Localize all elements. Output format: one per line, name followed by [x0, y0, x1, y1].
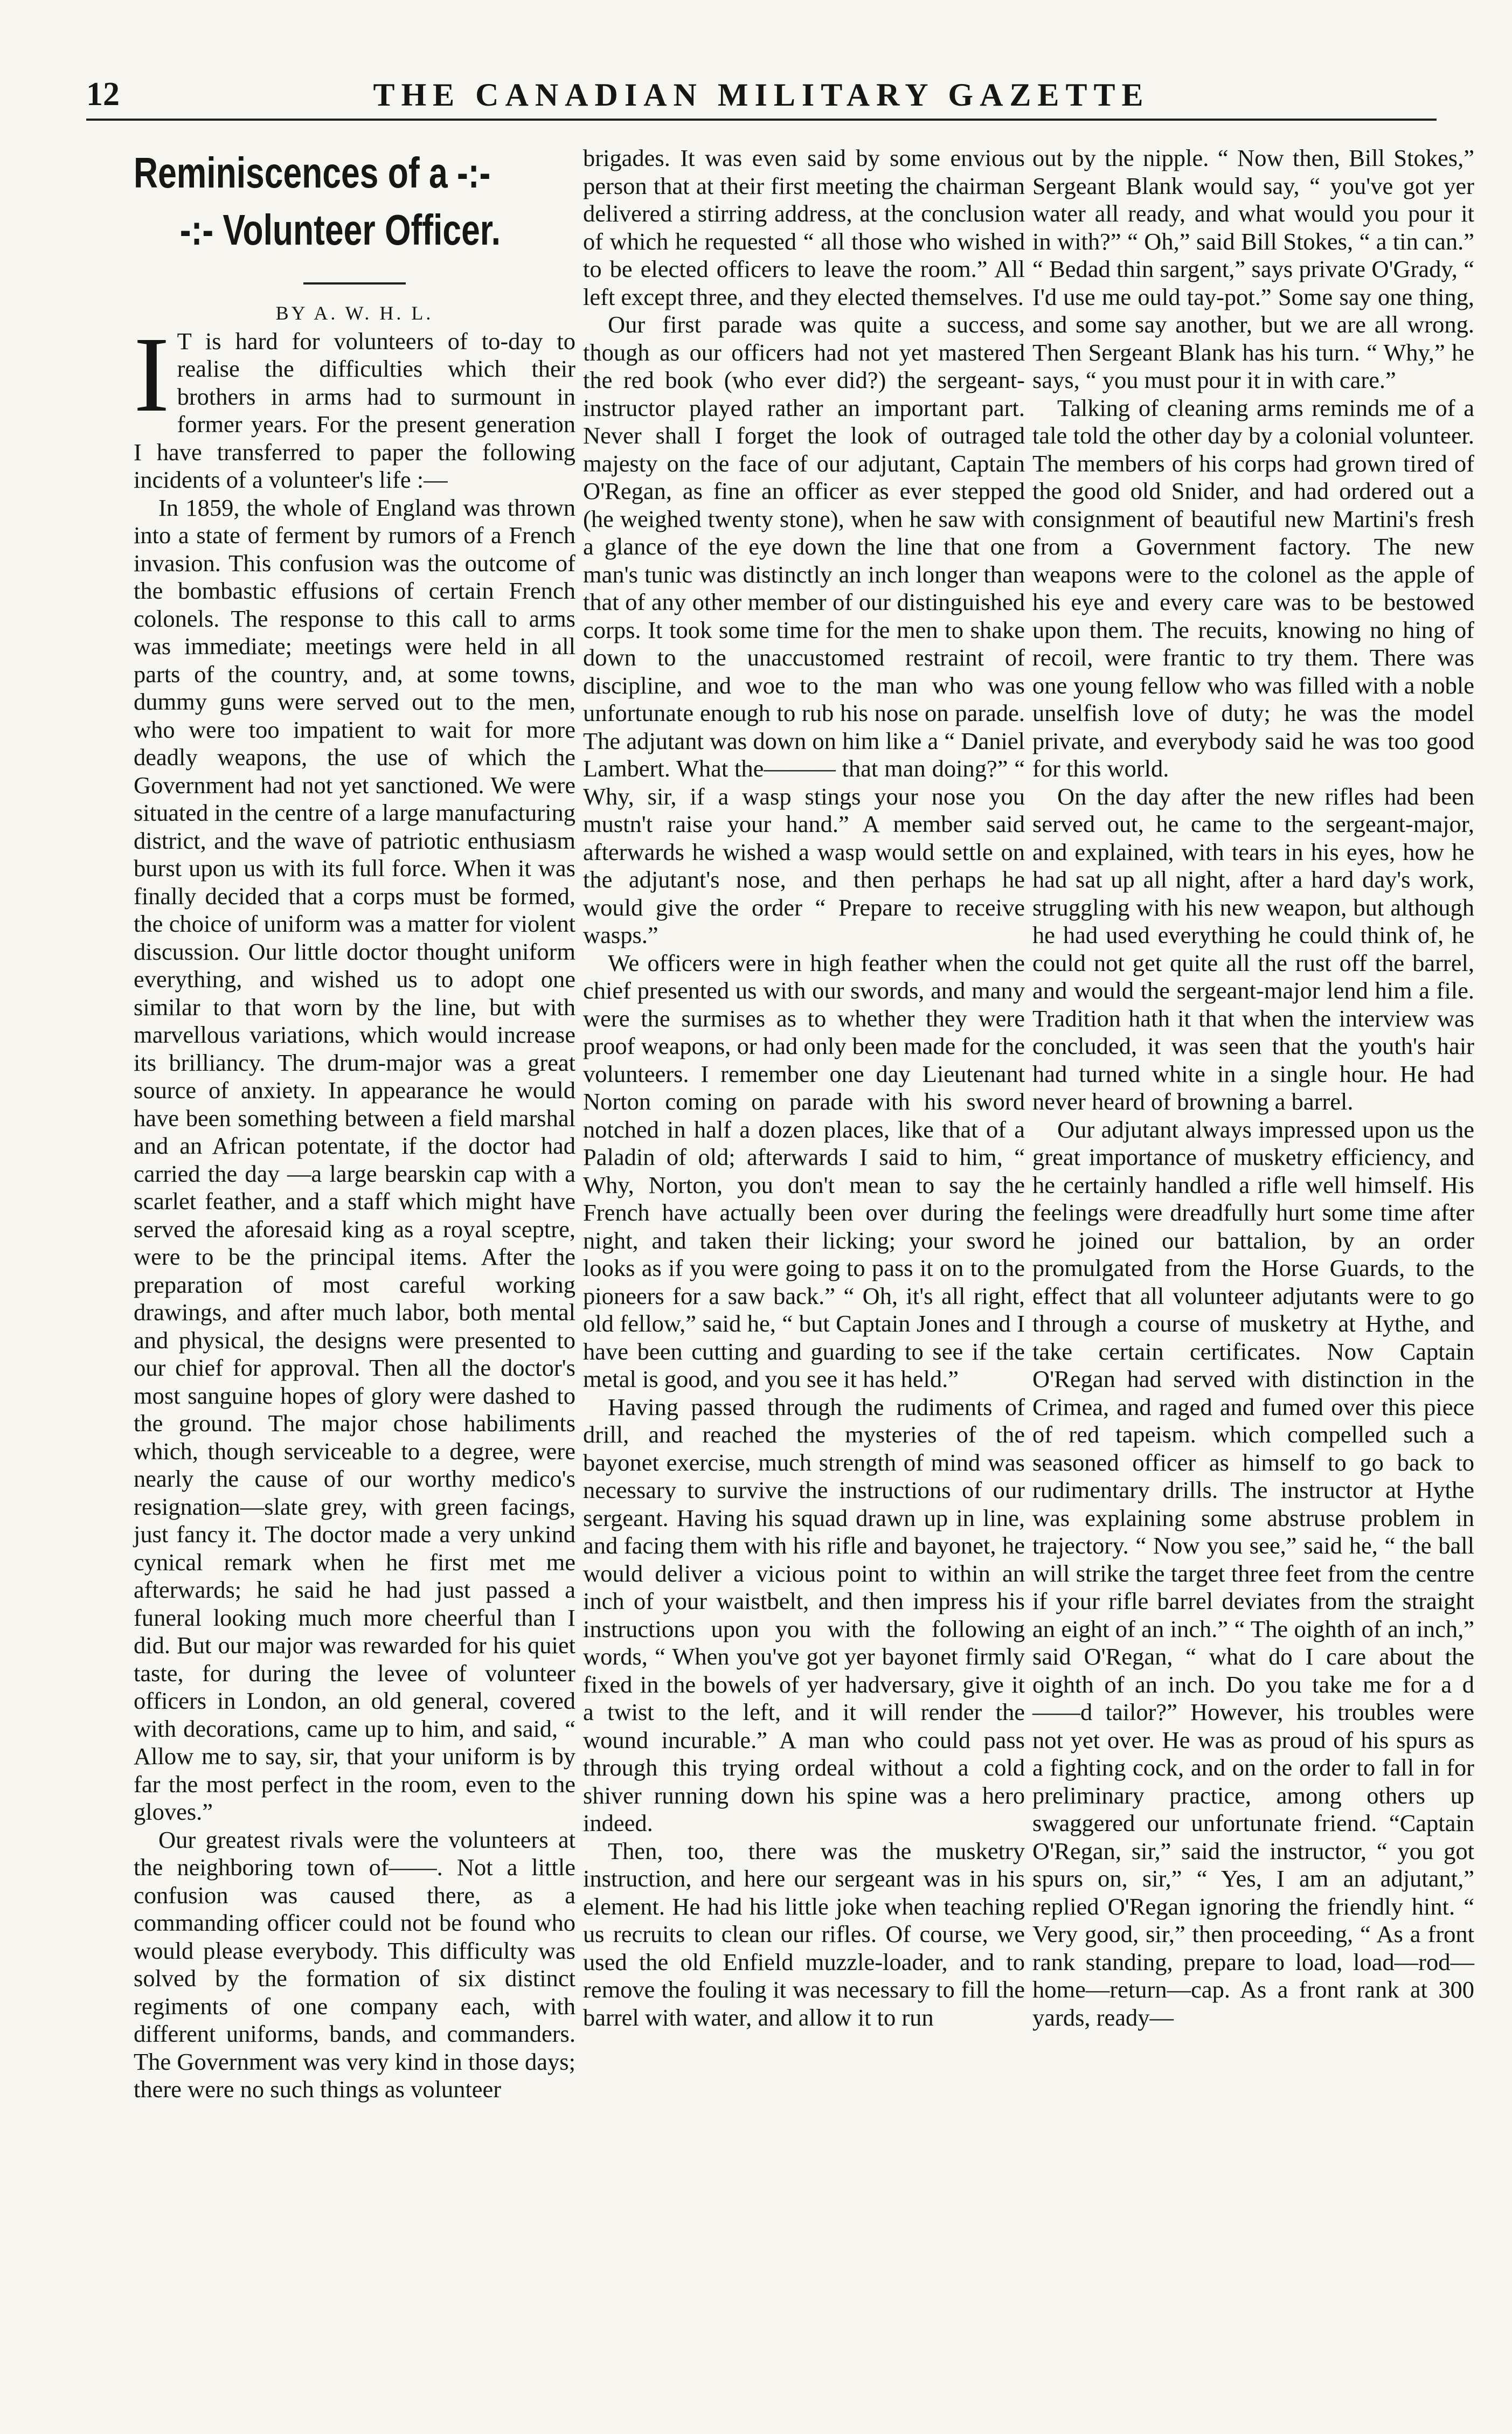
paragraph: We officers were in high feather when the chief presented us with our swords, and many were the surmises as to whether they were proof weapons, or had only been made for the volunteers. I remember one day Lieutenant Norton coming on parade with his sword notched in half a dozen places, like that of a Paladin of old; afterwards I said to him, “ Why, Norton, you don't mean to say the French have actually been over during the night, and taken their licking; your sword looks as if you were going to pass it on to the pioneers for a saw back.” “ Oh, it's all right, old fellow,” said he, “ but Captain Jones and I have been cutting and guarding to see if the metal is good, and you see it has held.”	[583, 949, 1025, 1392]
paragraph	[134, 315, 575, 494]
paragraph: out by the nipple. “ Now then, Bill Stokes,” Sergeant Blank would say, “ you've got yer water all ready, and what would you pour it in with?” “ Oh,” said Bill Stokes, “ a tin can.” “ Bedad thin sargent,” says private O'Grady, “ I'd use me ould tay-pot.” Some say one thing, and some say another, but we are all wrong. Then Sergeant Blank has his turn. “ Why,” he says, “ you must pour it in with care.”	[1032, 144, 1474, 393]
article-title-line-1: Reminiscences of a -:-	[134, 149, 491, 197]
paragraph: brigades. It was even said by some envious person that at their first meeting the chairman delivered a stirring address, at the conclusion of which he requested “ all those who wished to be elected officers to leave the room.” All left except three, and they elected themselves.	[583, 144, 1025, 310]
drop-cap: I	[134, 315, 170, 434]
paragraph: Our first parade was quite a success, though as our officers had not yet mastered the red book (who ever did?) the sergeant-instructor played rather an important part. Never shall I forget the look of outraged majesty on the face of our adjutant, Captain O'Regan, as fine an officer as ever stepped (he weighed twenty stone), when he saw with a glance of the eye down the line that one man's tunic was distinctly an inch longer than that of any other member of our distinguished corps. It took some time for the men to shake down to the unaccustomed restraint of discipline, and woe to the man who was unfortunate enough to rub his nose on parade. The adjutant was down on him like a “ Daniel Lambert. What the——— that man doing?” “ Why, sir, if a wasp stings your nose you mustn't raise your hand.” A member said afterwards he wished a wasp would settle on the adjutant's nose, and then perhaps he would give the order “ Prepare to receive wasps.”	[583, 311, 1025, 948]
paragraph: In 1859, the whole of England was thrown into a state of ferment by rumors of a French invasion. This confusion was the outcome of the bombastic effusions of certain French colonels. The response to this call to arms was immediate; meetings were held in all parts of the country, and, at some towns, dummy guns were served out to the men, who were too impatient to wait for more deadly weapons, the use of which the Government had not yet sanctioned. We were situated in the centre of a large manufacturing district, and the wave of patriotic enthusiasm burst upon us with its full force. When it was finally decided that a corps must be formed, the choice of uniform was a matter for violent discussion. Our little doctor thought uniform everything, and wished us to adopt one similar to that worn by the line, but with marvellous variations, which would increase its brilliancy. The drum-major was a great source of anxiety. In appearance he would have been something between a field marshal and an African potentate, if the doctor had carried the day —a large bearskin cap with a scarlet feather, and a staff which might have served the aforesaid king as a royal sceptre, were to be the principal items. After the preparation of most careful working drawings, and after much labor, both mental and physical, the designs were presented to our chief for approval. Then all the doctor's most sanguine hopes of glory were dashed to the ground. The major chose habiliments which, though serviceable to a degree, were nearly the cause of our worthy medico's resignation—slate grey, with green facings, just fancy it. The doctor made a very unkind cynical remark when he first met me afterwards; he said he had just passed a funeral looking much more cheerful than I did. But our major was rewarded for his quiet taste, for during the levee of volunteer officers in London, an old general, covered with decorations, came up to him, and said, “ Allow me to say, sir, that your uniform is by far the most perfect in the room, even to the gloves.”	[134, 494, 575, 1825]
paragraph: Talking of cleaning arms reminds me of a tale told the other day by a colonial volunteer. The members of his corps had grown tired of the good old Snider, and had ordered out a consignment of beautiful new Martini's fresh from a Government factory. The new weapons were to the colonel as the apple of his eye and every care was to be bestowed upon them. The recuits, knowing no hing of recoil, were frantic to try them. There was one young fellow who was filled with a noble unselfish love of duty; he was the model private, and everybody said he was too good for this world.	[1032, 394, 1474, 782]
page-number: 12	[86, 76, 120, 113]
byline: BY A. W. H. L.	[275, 302, 434, 324]
paragraph: Our greatest rivals were the volunteers at the neighboring town of——. Not a little confusion was caused there, as a commanding officer could not be found who would please everybody. This difficulty was solved by the formation of six distinct regiments of one company each, with different uniforms, bands, and commanders. The Government was very kind in those days; there were no such things as volunteer	[134, 1826, 575, 2103]
article-title	[134, 144, 575, 259]
journal-title: THE CANADIAN MILITARY GAZETTE	[373, 77, 1150, 113]
column-2	[583, 144, 1025, 2031]
title-rule	[303, 282, 406, 285]
running-head	[86, 75, 1437, 121]
paragraph: Then, too, there was the musketry instruction, and here our sergeant was in his element. He had his little joke when teaching us recruits to clean our rifles. Of course, we used the old Enfield muzzle-loader, and to remove the fouling it was necessary to fill the barrel with water, and allow it to run	[583, 1837, 1025, 2031]
paragraph: On the day after the new rifles had been served out, he came to the sergeant-major, and explained, with tears in his eyes, how he had sat up all night, after a hard day's work, struggling with his new weapon, but although he had used everything he could think of, he could not get quite all the rust off the barrel, and would the sergeant-major lend him a file. Tradition hath it that when the interview was concluded, it was seen that the youth's hair had turned white in a single hour. He had never heard of browning a barrel.	[1032, 782, 1474, 1115]
paragraph-text: T is hard for volunteers of to-day to realise the difficulties which their brothers in arms had to surmount in former years. For the present generation I have transferred to paper the following incidents of a volunteer's life :—	[134, 327, 575, 493]
article-title-line-2: -:- Volunteer Officer.	[179, 206, 501, 254]
paragraph: Our adjutant always impressed upon us the great importance of musketry efficiency, and he certainly handled a rifle well himself. His feelings were dreadfully hurt some time after he joined our battalion, by an order promulgated from the Horse Guards, to the effect that all volunteer adjutants were to go through a course of musketry at Hythe, and take certain certificates. Now Captain O'Regan had served with distinction in the Crimea, and raged and fumed over this piece of red tapeism. which compelled such a seasoned officer as himself to go back to rudimentary drills. The instructor at Hythe was explaining some abstruse problem in trajectory. “ Now you see,” said he, “ the ball will strike the target three feet from the centre if your rifle barrel deviates from the straight an eight of an inch.” “ The oighth of an inch,” said O'Regan, “ what do I care about the oighth of an inch. Do you take me for a d——d tailor?” However, his troubles were not yet over. He was as proud of his spurs as a fighting cock, and on the order to fall in for preliminary practice, among others up swaggered our unfortunate friend. “Captain O'Regan, sir,” said the instructor, “ you got spurs on, sir,” “ Yes, I am an adjutant,” replied O'Regan ignoring the friendly hint. “ Very good, sir,” then proceeding, “ As a front rank standing, prepare to load, load—rod—home—return—cap. As a front rank at 300 yards, ready—	[1032, 1115, 1474, 2031]
column-1	[134, 144, 575, 2104]
paragraph: Having passed through the rudiments of drill, and reached the mysteries of the bayonet exercise, much strength of mind was necessary to survive the instructions of our sergeant. Having his squad drawn up in line, and facing them with his rifle and bayonet, he would deliver a vicious point to within an inch of your waistbelt, and then impress his instructions upon you with the following words, “ When you've got yer bayonet firmly fixed in the bowels of yer hadversary, give it a twist to the left, and it will render the wound incurable.” A man who could pass through this trying ordeal without a cold shiver running down his spine was a hero indeed.	[583, 1393, 1025, 1836]
column-3	[1032, 144, 1474, 2031]
